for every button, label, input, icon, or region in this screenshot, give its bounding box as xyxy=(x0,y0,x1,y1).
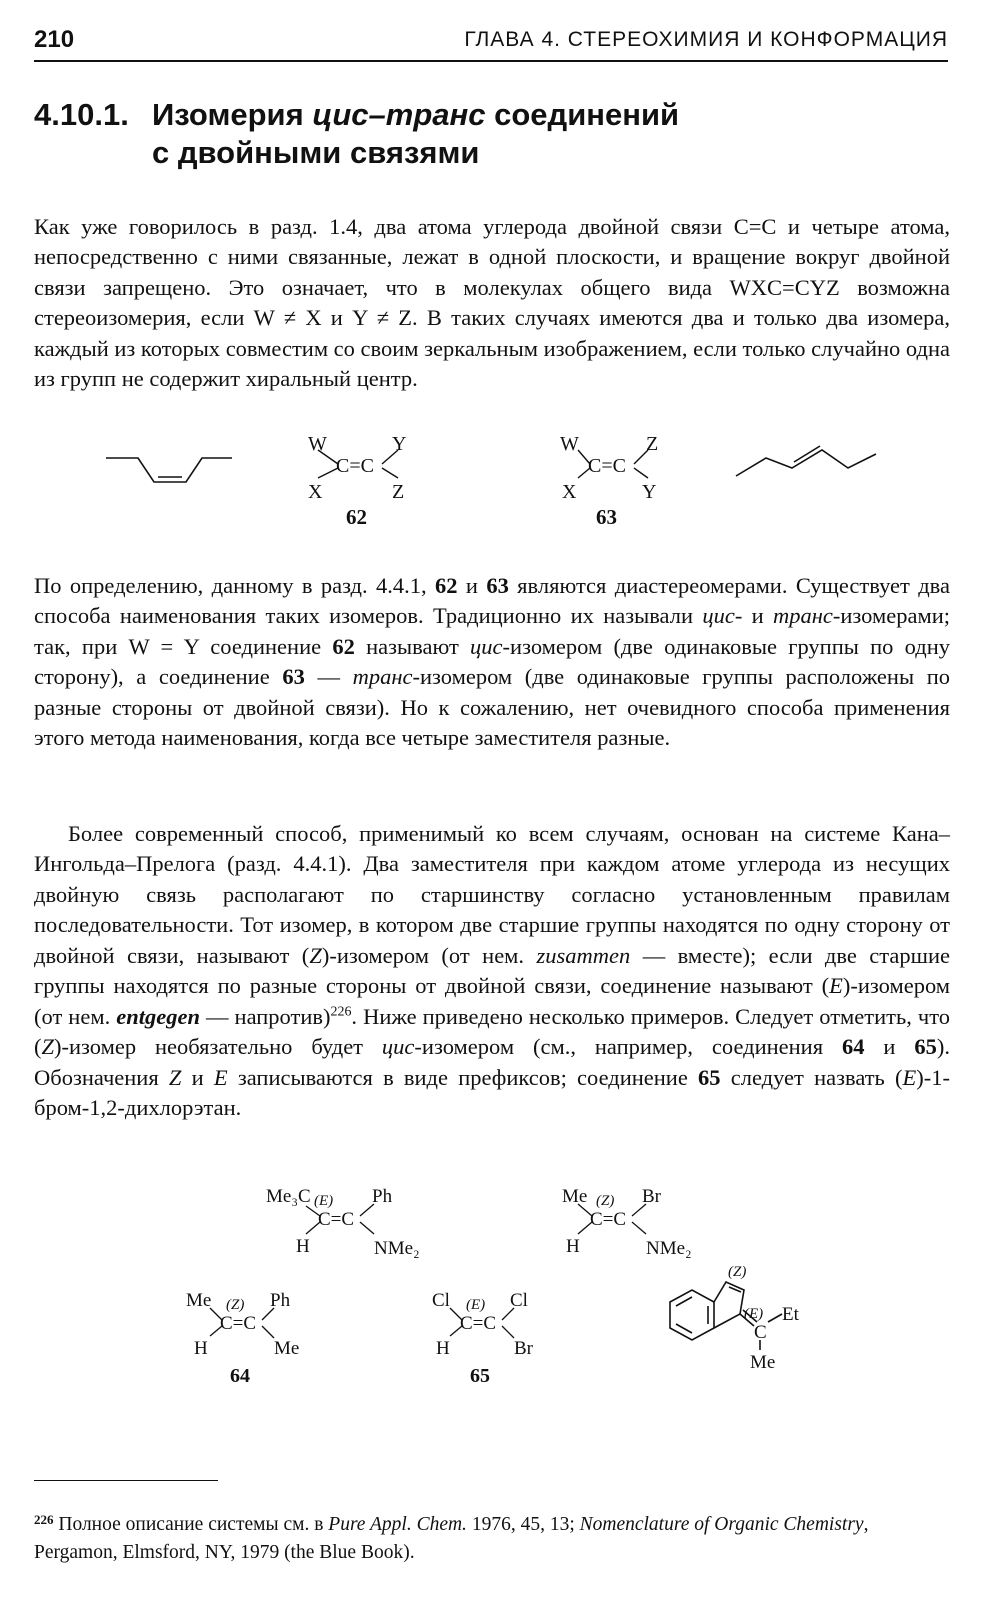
substituent-ethyl: Et xyxy=(782,1304,799,1325)
stereo-descriptor-e: (E) xyxy=(744,1306,764,1322)
substituent-top-right: Cl xyxy=(510,1290,528,1311)
substituent-methyl: Me xyxy=(750,1352,776,1373)
substituent-x: X xyxy=(562,481,577,503)
substituent-top-right: Ph xyxy=(270,1290,291,1311)
substituent-bottom-right: Br xyxy=(514,1338,533,1359)
double-bond-cc: C=C xyxy=(460,1313,497,1334)
chapter-title: ГЛАВА 4. СТЕРЕОХИМИЯ И КОНФОРМАЦИЯ xyxy=(464,28,948,51)
footnote: $^{226}$ Полное описание системы см. в Pure Appl. Chem. 1976, 45, 13; Nomenclature of Organic Chemistry, Pergamon, Elmsford, NY, 1979 (the Blue Book). xyxy=(34,1511,869,1563)
exocyclic-carbon: C xyxy=(754,1322,767,1343)
trans-alkene-skeletal xyxy=(736,446,876,476)
substituent-z: Z xyxy=(646,433,659,455)
substituent-x: X xyxy=(308,481,323,503)
substituent-bottom-left: H xyxy=(436,1338,450,1359)
substituent-bottom-right: NMe₂ xyxy=(646,1238,692,1259)
substituent-top-left: Me xyxy=(186,1290,212,1311)
section-number: 4.10.1. xyxy=(34,97,129,132)
stereo-descriptor: (Z) xyxy=(596,1193,615,1209)
double-bond-cc: C=C xyxy=(336,455,374,477)
substituent-z: Z xyxy=(392,481,405,503)
compound-label-64: 64 xyxy=(230,1365,250,1387)
substituent-w: W xyxy=(308,433,327,455)
substituent-bottom-left: H xyxy=(296,1236,310,1257)
section-title xyxy=(152,96,932,172)
five-membered-ring xyxy=(714,1282,744,1328)
substituent-top-right: Ph xyxy=(372,1186,393,1207)
double-bond-cc: C=C xyxy=(590,1209,627,1230)
stereo-descriptor: (E) xyxy=(466,1297,486,1313)
footnote-rule xyxy=(34,1480,218,1481)
substituent-bottom-right: NMe₂ xyxy=(374,1238,420,1259)
substituent-bottom-right: Me xyxy=(274,1338,300,1359)
figure-cis-trans-examples xyxy=(90,420,910,532)
page-number: 210 xyxy=(34,26,75,53)
footnote-ref: 226 xyxy=(330,1004,352,1019)
paragraph-cip-system: Более современный способ, применимый ко всем случаям, основан на системе Кана–Ингольда–Прелога (разд. 4.4.1). Два заместителя при каждом атоме углерода из несущих двойную связь располагают по старшинству согласно установленным правилам последовательности. Тот изомер, в котором две старшие группы находятся по одну сторону от двойной связи, называют (Z)-изомером (от нем. zusammen — вместе); если две старшие группы находятся по разные стороны от двойной связи, соединение называют (E)-изомером (от нем. entgegen — напротив)$^{226}$. Ниже приведено несколько примеров. Следует отметить, что (Z)-изомер необязательно будет цис-изомером (см., например, соединения 64 и 65). Обозначения Z и E записываются в виде префиксов; соединение 65 следует назвать (E)-1-бром-1,2-дихлорэтан. xyxy=(34,820,951,1120)
substituent-w: W xyxy=(560,433,579,455)
title-italic: цис–транс xyxy=(312,97,486,132)
figure-ez-examples xyxy=(160,1172,820,1396)
paragraph-intro: Как уже говорилось в разд. 1.4, два атома углерода двойной связи C=C и четыре атома, непосредственно с ними связанные, лежат в одной плоскости, и вращение вокруг двойной связи запрещено. Это означает, что в молекулах общего вида WXC=CYZ возможна стереоизомерия, если W ≠ X и Y ≠ Z. В таких случаях имеются два и только два изомера, каждый из которых совместим со своим зеркальным изображением, если только случайно одна из групп не содержит хиральный центр. xyxy=(34,213,950,391)
running-head xyxy=(34,22,948,62)
title-line2: с двойными связями xyxy=(152,135,480,170)
substituent-top-left: Cl xyxy=(432,1290,450,1311)
title-text: соединений xyxy=(485,97,680,132)
compound-label-62: 62 xyxy=(346,505,367,529)
skeletal-bonds xyxy=(106,458,232,482)
substituent-bottom-left: H xyxy=(566,1236,580,1257)
stereo-descriptor: (Z) xyxy=(226,1297,245,1313)
substituent-bottom-left: H xyxy=(194,1338,208,1359)
paragraph-diastereomers: По определению, данному в разд. 4.4.1, 62 и 63 являются диастереомерами. Существует два способа наименования таких изомеров. Традиционно их называли цис- и транс-изомерами; так, при W = Y соединение 62 называют цис-изомером (две одинаковые группы по одну сторону), а соединение 63 — транс-изомером (две одинаковые группы расположены по разные стороны от двойной связи). Но к сожалению, нет очевидного способа применения этого метода наименования, когда все четыре заместителя разные. xyxy=(34,572,950,750)
title-text: Изомерия xyxy=(152,97,313,132)
double-bond-cc: C=C xyxy=(318,1209,355,1230)
substituent-top-left: Me₃C xyxy=(266,1186,311,1207)
cis-alkene-skeletal xyxy=(106,458,232,482)
stereo-descriptor-z: (Z) xyxy=(728,1264,747,1280)
substituent-y: Y xyxy=(642,481,657,503)
substituent-y: Y xyxy=(392,433,407,455)
compound-label-65: 65 xyxy=(470,1365,490,1387)
double-bond-cc: C=C xyxy=(220,1313,257,1334)
double-bond-cc: C=C xyxy=(588,455,626,477)
stereo-descriptor: (E) xyxy=(314,1193,334,1209)
substituent-top-left: Me xyxy=(562,1186,588,1207)
compound-label-63: 63 xyxy=(596,505,617,529)
substituent-top-right: Br xyxy=(642,1186,661,1207)
footnote-mark: 226 xyxy=(34,1511,54,1527)
